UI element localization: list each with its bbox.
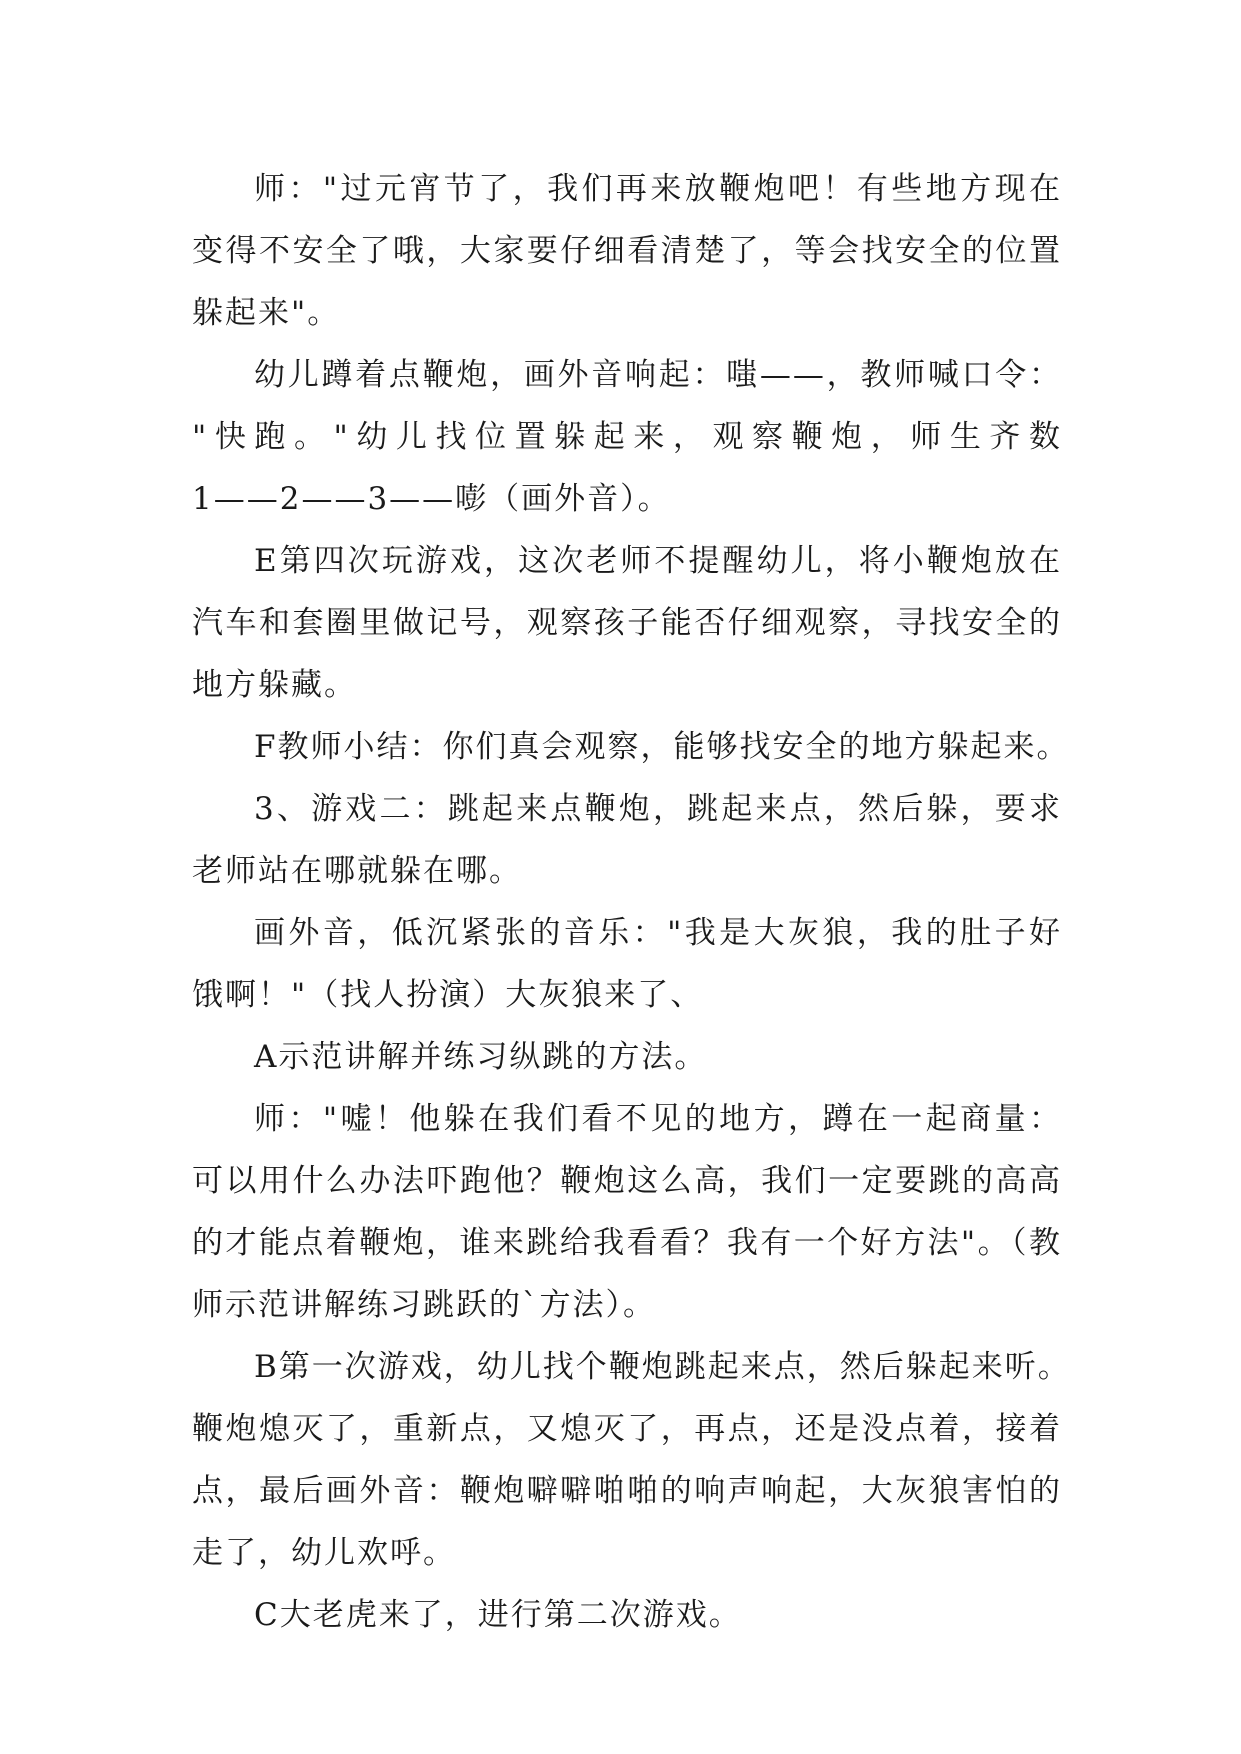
text-line: 师："过元宵节了，我们再来放鞭炮吧！有些地方现在 (254, 171, 1062, 207)
text-line: "快跑。"幼儿找位置躲起来，观察鞭炮，师生齐数 (192, 419, 1062, 455)
text-line: 幼儿蹲着点鞭炮，画外音响起：嗤——，教师喊口令： (254, 357, 1062, 393)
text-line: 师："嘘！他躲在我们看不见的地方，蹲在一起商量： (254, 1101, 1062, 1137)
text-line: 3、游戏二：跳起来点鞭炮，跳起来点，然后躲，要求 (254, 791, 1062, 827)
text-line: 走了，幼儿欢呼。 (192, 1535, 456, 1571)
text-line: B第一次游戏，幼儿找个鞭炮跳起来点，然后躲起来听。 (254, 1349, 1071, 1385)
text-line: E第四次玩游戏，这次老师不提醒幼儿，将小鞭炮放在 (254, 543, 1062, 579)
text-line: F教师小结：你们真会观察，能够找安全的地方躲起来。 (254, 729, 1070, 765)
document-body (192, 158, 1071, 1646)
text-line: C大老虎来了，进行第二次游戏。 (254, 1597, 742, 1633)
text-line: 变得不安全了哦，大家要仔细看清楚了，等会找安全的位置 (192, 233, 1062, 269)
text-line: 师示范讲解练习跳跃的`方法）。 (192, 1287, 656, 1323)
text-line: 鞭炮熄灭了，重新点，又熄灭了，再点，还是没点着，接着 (192, 1411, 1062, 1447)
text-line: 可以用什么办法吓跑他？鞭炮这么高，我们一定要跳的高高 (192, 1163, 1062, 1199)
text-line: 的才能点着鞭炮，谁来跳给我看看？我有一个好方法"。（教 (192, 1225, 1062, 1261)
text-line: 地方躲藏。 (192, 667, 357, 703)
text-line: A示范讲解并练习纵跳的方法。 (254, 1039, 708, 1075)
text-line: 汽车和套圈里做记号，观察孩子能否仔细观察，寻找安全的 (192, 605, 1062, 641)
text-line: 饿啊！"（找人扮演）大灰狼来了、 (192, 977, 704, 1013)
text-line: 躲起来"。 (192, 295, 341, 331)
text-line: 1——2——3——嘭（画外音）。 (192, 481, 671, 517)
text-line: 点，最后画外音：鞭炮噼噼啪啪的响声响起，大灰狼害怕的 (192, 1473, 1062, 1509)
text-line: 画外音，低沉紧张的音乐："我是大灰狼，我的肚子好 (254, 915, 1062, 951)
text-line: 老师站在哪就躲在哪。 (192, 853, 522, 889)
